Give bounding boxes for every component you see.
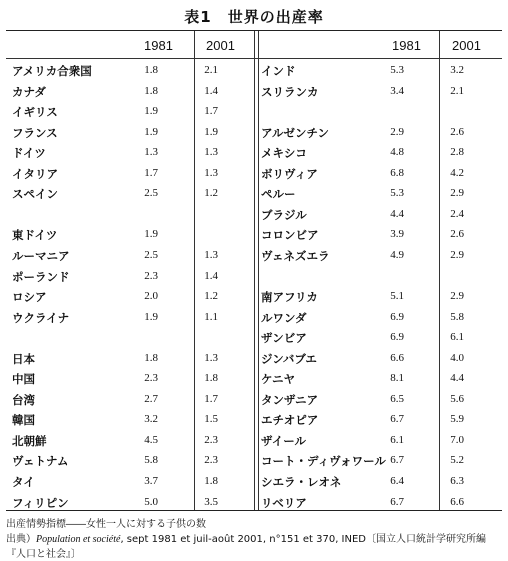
source-title: Population et société xyxy=(36,534,121,545)
value-2001: 2.9 xyxy=(450,187,464,200)
country-name: スペイン xyxy=(12,187,58,202)
value-1981: 2.7 xyxy=(144,392,158,405)
value-2001: 5.8 xyxy=(450,310,464,323)
value-2001: 2.3 xyxy=(204,454,218,467)
country-name: インド xyxy=(261,64,296,78)
value-1981: 3.7 xyxy=(144,475,158,487)
value-2001: 1.7 xyxy=(204,392,218,405)
value-2001: 2.3 xyxy=(204,433,218,446)
country-name: アルゼンチン xyxy=(261,125,329,140)
country-name: ケニヤ xyxy=(261,372,296,387)
value-2001: 1.4 xyxy=(204,84,218,97)
value-1981: 5.1 xyxy=(390,290,404,303)
value-1981: 1.9 xyxy=(144,125,158,138)
value-2001: 6.3 xyxy=(450,475,464,487)
country-name: フィリピン xyxy=(12,495,69,510)
value-2001: 2.1 xyxy=(204,64,218,76)
value-1981: 4.4 xyxy=(390,207,404,220)
value-2001: 1.3 xyxy=(204,166,218,179)
source-details: , sept 1981 et juil-août 2001, n°151 et 370, INED〔国立人口統計学研究所編 xyxy=(120,534,487,545)
value-1981: 2.9 xyxy=(390,125,404,138)
value-2001: 6.1 xyxy=(450,331,464,344)
footnote-definition: 出産情勢指標――女性一人に対する子供の数 xyxy=(6,519,206,530)
value-2001: 1.9 xyxy=(204,125,218,138)
country-name: ロシア xyxy=(12,290,47,305)
value-1981: 2.0 xyxy=(144,290,158,303)
value-2001: 2.6 xyxy=(450,125,464,138)
country-name: 東ドイツ xyxy=(12,228,58,243)
country-name: 台湾 xyxy=(12,392,35,407)
country-name: フランス xyxy=(12,125,58,140)
footnote-source xyxy=(6,530,486,545)
value-1981: 5.8 xyxy=(144,454,158,467)
source-label: 出典） xyxy=(6,534,36,545)
value-2001: 2.9 xyxy=(450,248,464,261)
value-1981: 1.7 xyxy=(144,166,158,179)
value-1981: 6.6 xyxy=(390,351,404,364)
country-name: エチオピア xyxy=(261,413,319,428)
value-2001: 5.6 xyxy=(450,392,464,405)
value-1981: 4.9 xyxy=(390,248,404,261)
country-name: ザンビア xyxy=(261,331,307,346)
value-1981: 1.9 xyxy=(144,228,158,241)
header-2001-left: 2001 xyxy=(206,38,235,53)
value-1981: 6.7 xyxy=(390,413,404,426)
country-name: アメリカ合衆国 xyxy=(12,64,92,78)
value-1981: 6.7 xyxy=(390,495,404,508)
value-1981: 2.3 xyxy=(144,372,158,385)
value-2001: 5.2 xyxy=(450,454,464,467)
country-name: スリランカ xyxy=(261,84,319,99)
country-name: 南アフリカ xyxy=(261,290,318,305)
value-2001: 2.1 xyxy=(450,84,464,97)
value-2001: 2.6 xyxy=(450,228,464,241)
value-2001: 1.5 xyxy=(204,413,218,426)
value-1981: 3.9 xyxy=(390,228,404,241)
country-name: イギリス xyxy=(12,105,58,120)
value-2001: 2.9 xyxy=(450,290,464,303)
fertility-table xyxy=(6,30,502,511)
country-name: コート・ディヴォワール xyxy=(261,454,386,469)
value-2001: 6.6 xyxy=(450,495,464,508)
value-2001: 4.2 xyxy=(450,166,464,179)
country-name: 中国 xyxy=(12,372,35,387)
value-2001: 1.3 xyxy=(204,248,218,261)
country-name: ボリヴィア xyxy=(261,166,318,181)
country-name: ポーランド xyxy=(12,269,70,284)
footnote-source-cont: 『人口と社会』〕 xyxy=(6,549,81,560)
country-name: 日本 xyxy=(12,351,35,366)
value-1981: 3.4 xyxy=(390,84,404,97)
country-name: コロンビア xyxy=(261,228,319,243)
value-1981: 4.5 xyxy=(144,433,158,446)
value-1981: 2.5 xyxy=(144,248,158,261)
value-1981: 6.4 xyxy=(390,475,404,487)
value-2001: 4.0 xyxy=(450,351,464,364)
value-2001: 1.1 xyxy=(204,310,218,323)
value-1981: 5.3 xyxy=(390,64,404,76)
header-1981-left: 1981 xyxy=(144,38,173,53)
value-2001: 3.2 xyxy=(450,64,464,76)
value-2001: 7.0 xyxy=(450,433,464,446)
value-1981: 1.9 xyxy=(144,310,158,323)
value-2001: 5.9 xyxy=(450,413,464,426)
value-1981: 6.8 xyxy=(390,166,404,179)
value-1981: 6.1 xyxy=(390,433,404,446)
country-name: ブラジル xyxy=(261,207,307,222)
country-name: ペルー xyxy=(261,187,296,202)
value-2001: 1.4 xyxy=(204,269,218,282)
country-name: カナダ xyxy=(12,84,46,99)
country-name: 韓国 xyxy=(12,413,35,428)
value-1981: 1.8 xyxy=(144,64,158,76)
country-name: ドイツ xyxy=(12,146,46,161)
value-2001: 1.2 xyxy=(204,187,218,200)
country-name: ヴェトナム xyxy=(12,454,69,469)
value-1981: 4.8 xyxy=(390,146,404,159)
country-name: リベリア xyxy=(261,495,307,510)
value-1981: 1.8 xyxy=(144,351,158,364)
value-2001: 3.5 xyxy=(204,495,218,508)
value-1981: 6.9 xyxy=(390,331,404,344)
value-1981: 3.2 xyxy=(144,413,158,426)
country-name: ジンバブエ xyxy=(261,351,317,366)
value-1981: 2.3 xyxy=(144,269,158,282)
value-2001: 2.4 xyxy=(450,207,464,220)
country-name: シエラ・レオネ xyxy=(261,475,342,489)
country-name: 北朝鮮 xyxy=(12,433,47,448)
value-2001: 1.7 xyxy=(204,105,218,118)
header-2001-right: 2001 xyxy=(452,38,481,53)
table-title: 表1 世界の出産率 xyxy=(184,8,324,26)
value-1981: 1.3 xyxy=(144,146,158,159)
country-name: ウクライナ xyxy=(12,310,70,325)
value-2001: 4.4 xyxy=(450,372,464,385)
value-1981: 6.9 xyxy=(390,310,404,323)
value-2001: 1.3 xyxy=(204,351,218,364)
value-2001: 1.3 xyxy=(204,146,218,159)
value-2001: 1.8 xyxy=(204,475,218,487)
country-name: タイ xyxy=(12,475,35,489)
value-2001: 1.2 xyxy=(204,290,218,303)
country-name: タンザニア xyxy=(261,392,319,407)
value-2001: 2.8 xyxy=(450,146,464,159)
value-1981: 6.5 xyxy=(390,392,404,405)
header-1981-right: 1981 xyxy=(392,38,421,53)
country-name: メキシコ xyxy=(261,146,307,161)
country-name: イタリア xyxy=(12,166,58,181)
country-name: ザイール xyxy=(261,433,306,448)
country-name: ヴェネズエラ xyxy=(261,248,330,263)
value-1981: 5.0 xyxy=(144,495,158,508)
value-1981: 1.9 xyxy=(144,105,158,118)
value-1981: 1.8 xyxy=(144,84,158,97)
value-1981: 2.5 xyxy=(144,187,158,200)
value-1981: 5.3 xyxy=(390,187,404,200)
country-name: ルワンダ xyxy=(261,310,307,325)
center-divider xyxy=(254,31,259,510)
value-1981: 6.7 xyxy=(390,454,404,467)
value-1981: 8.1 xyxy=(390,372,404,385)
value-2001: 1.8 xyxy=(204,372,218,385)
country-name: ルーマニア xyxy=(12,248,70,263)
